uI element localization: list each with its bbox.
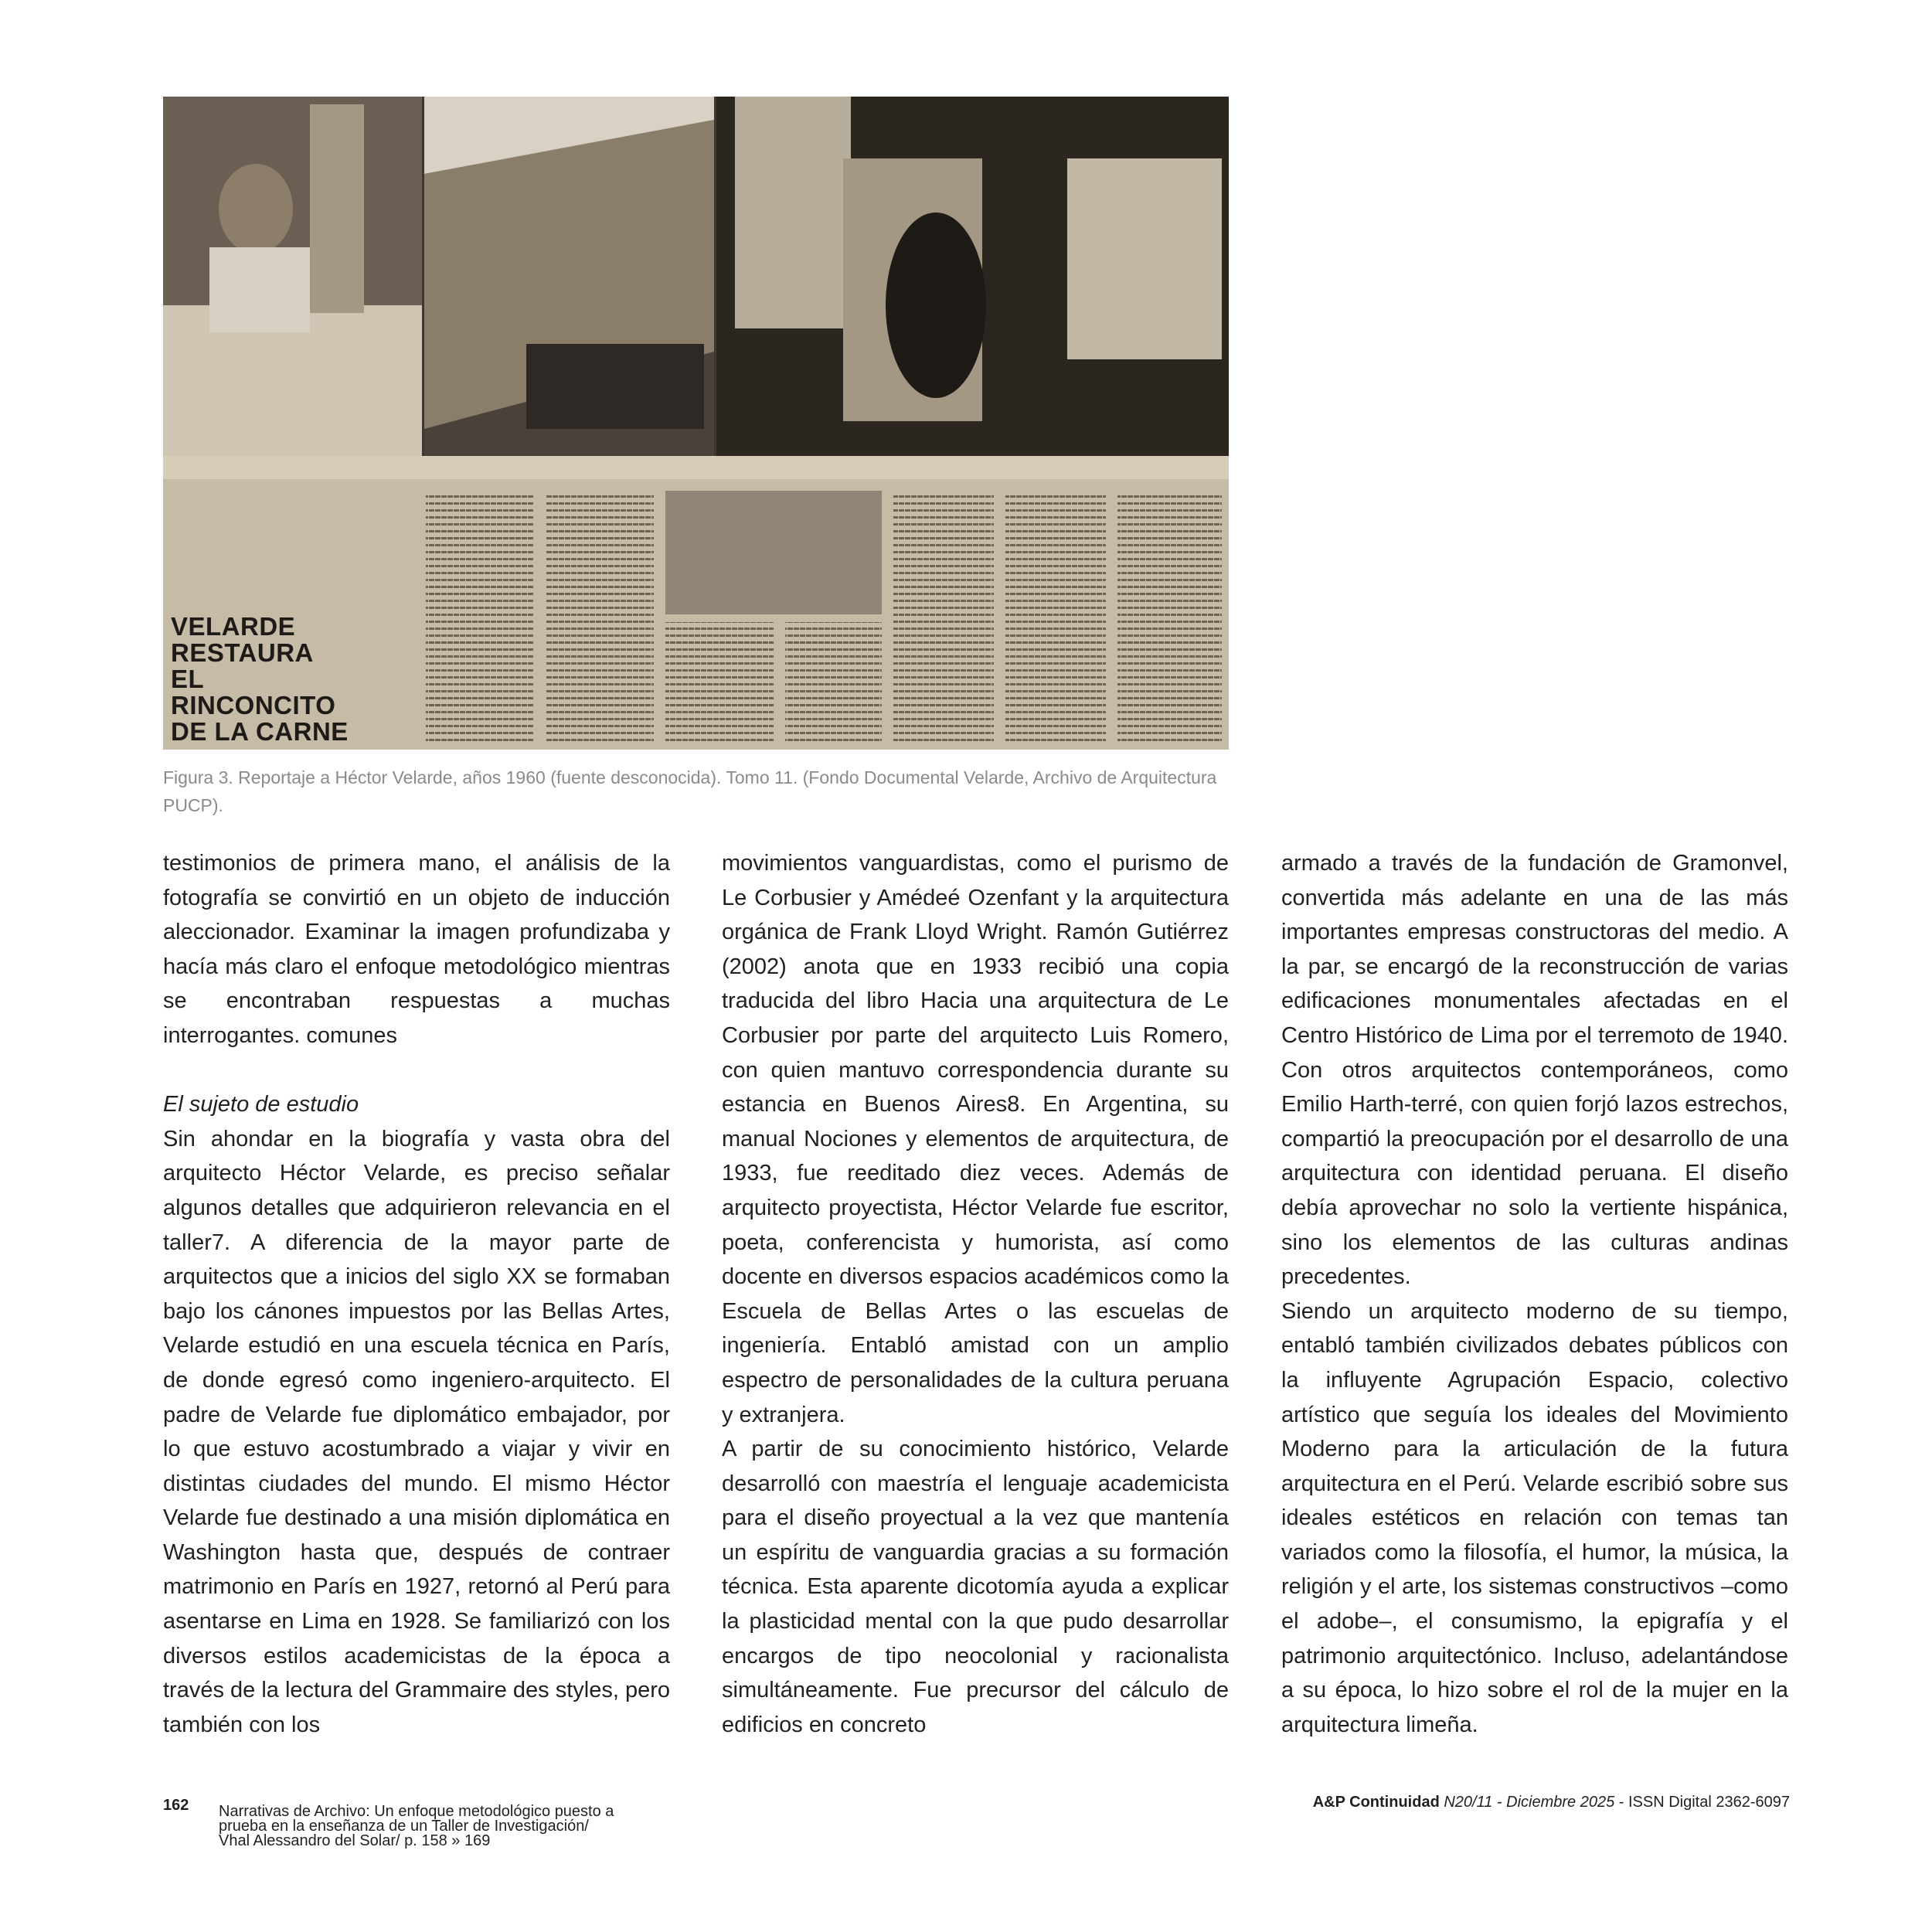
paragraph: A partir de su conocimiento histórico, Velarde desarrolló con maestría el lenguaje academicista para el diseño proyectual a la vez que mantenía un espíritu de vanguardia gracias a su formación técnica. Esta aparente dicotomía ayuda a explicar la plasticidad mental con la que pudo desarrollar encargos de tipo neocolonial y racionalista simultáneamente. Fue precursor del cálculo de edificios en concreto <box>722 1437 1229 1737</box>
paragraph: Sin ahondar en la biografía y vasta obra del arquitecto Héctor Velarde, es preciso señalar algunos detalles que adquirieron relevancia en el taller7. A diferencia de la mayor parte de arquitectos que a inicios del siglo XX se formaban bajo los cánones impuestos por las Bellas Artes, Velarde estudió en una escuela técnica en París, de donde egresó como ingeniero-arquitecto. El padre de Velarde fue diplomático embajador, por lo que estuvo acostumbrado a viajar y vivir en distintas ciudades del mundo. El mismo Héctor Velarde fue destinado a una misión diplomática en Washington hasta que, después de contraer matrimonio en París en 1927, retornó al Perú para asentarse en Lima en 1928. Se familiarizó con los diversos estilos academicistas de la época a través de la lectura del Grammaire des styles, pero también con los <box>163 1126 670 1737</box>
paragraph: Siendo un arquitecto moderno de su tiempo, entabló también civilizados debates públicos con la influyente Agrupación Espacio, colectivo artístico que seguía los ideales del Movimiento Moderno para la articulación de la futura arquitectura en el Perú. Velarde escribió sobre sus ideales estéticos en relación con temas tan variados como la filosofía, el humor, la música, la religión y el arte, los sistemas constructivos –como el adobe–, el consumismo, la epigrafía y el patrimonio arquitectónico. Incluso, adelantándose a su época, lo hizo sobre el rol de la mujer en la arquitectura limeña. <box>1281 1298 1788 1737</box>
page-number: 162 <box>163 1797 189 1814</box>
clipping-headline: VELARDE RESTAURA EL RINCONCITO DE LA CARNE <box>171 612 349 746</box>
journal-issue: N20/11 - Diciembre 2025 <box>1444 1794 1615 1811</box>
journal-issn: - ISSN Digital 2362-6097 <box>1614 1794 1790 1811</box>
paragraph: armado a través de la fundación de Gramonvel, convertida más adelante en una de las más importantes empresas constructoras del medio. A la par, se encargó de la reconstrucción de varias edificaciones monumentales afectadas en el Centro Histórico de Lima por el terremoto de 1940. Con otros arquitectos contemporáneos, como Emilio Harth-terré, con quien forjó lazos estrechos, compartió la preocupación por el desarrollo de una arquitectura con identidad peruana. El diseño debía aprovechar no solo la vertiente hispánica, sino los elementos de las culturas andinas precedentes. <box>1281 851 1788 1290</box>
paragraph: testimonios de primera mano, el análisis de la fotografía se convirtió en un objeto de inducción aleccionador. Examinar la imagen profundizaba y hacía más claro el enfoque metodológico mientras se encontraban respuestas a muchas interrogantes. comunes <box>163 851 670 1048</box>
figure-image <box>163 97 1229 750</box>
figure-caption: Figura 3. Reportaje a Héctor Velarde, años 1960 (fuente desconocida). Tomo 11. (Fondo Documental Velarde, Archivo de Arquitectura PUCP). <box>163 767 1217 815</box>
journal-footer <box>1313 1794 1790 1811</box>
text-column-1 <box>163 846 670 1742</box>
footer-line: prueba en la enseñanza de un Taller de Investigación/ <box>219 1818 589 1835</box>
footer-line: Narrativas de Archivo: Un enfoque metodológico puesto a <box>219 1803 614 1820</box>
journal-name: A&P Continuidad <box>1312 1794 1440 1811</box>
section-subheading: El sujeto de estudio <box>163 1092 359 1117</box>
footer-line: Vhal Alessandro del Solar/ p. 158 » 169 <box>219 1832 491 1849</box>
running-footer-reference <box>219 1804 713 1849</box>
text-column-2 <box>722 846 1229 1742</box>
text-column-3 <box>1281 846 1788 1742</box>
paragraph: movimientos vanguardistas, como el purismo de Le Corbusier y Amédeé Ozenfant y la arquitectura orgánica de Frank Lloyd Wright. Ramón Gutiérrez (2002) anota que en 1933 recibió una copia traducida del libro Hacia una arquitectura de Le Corbusier por parte del arquitecto Luis Romero, con quien mantuvo correspondencia durante su estancia en Buenos Aires8. En Argentina, su manual Nociones y elementos de arquitectura, de 1933, fue reeditado diez veces. Además de arquitecto proyectista, Héctor Velarde fue escritor, poeta, conferencista y humorista, así como docente en diversos espacios académicos como la Escuela de Bellas Artes o las escuelas de ingeniería. Entabló amistad con un amplio espectro de personalidades de la cultura peruana y extranjera. <box>722 851 1229 1427</box>
